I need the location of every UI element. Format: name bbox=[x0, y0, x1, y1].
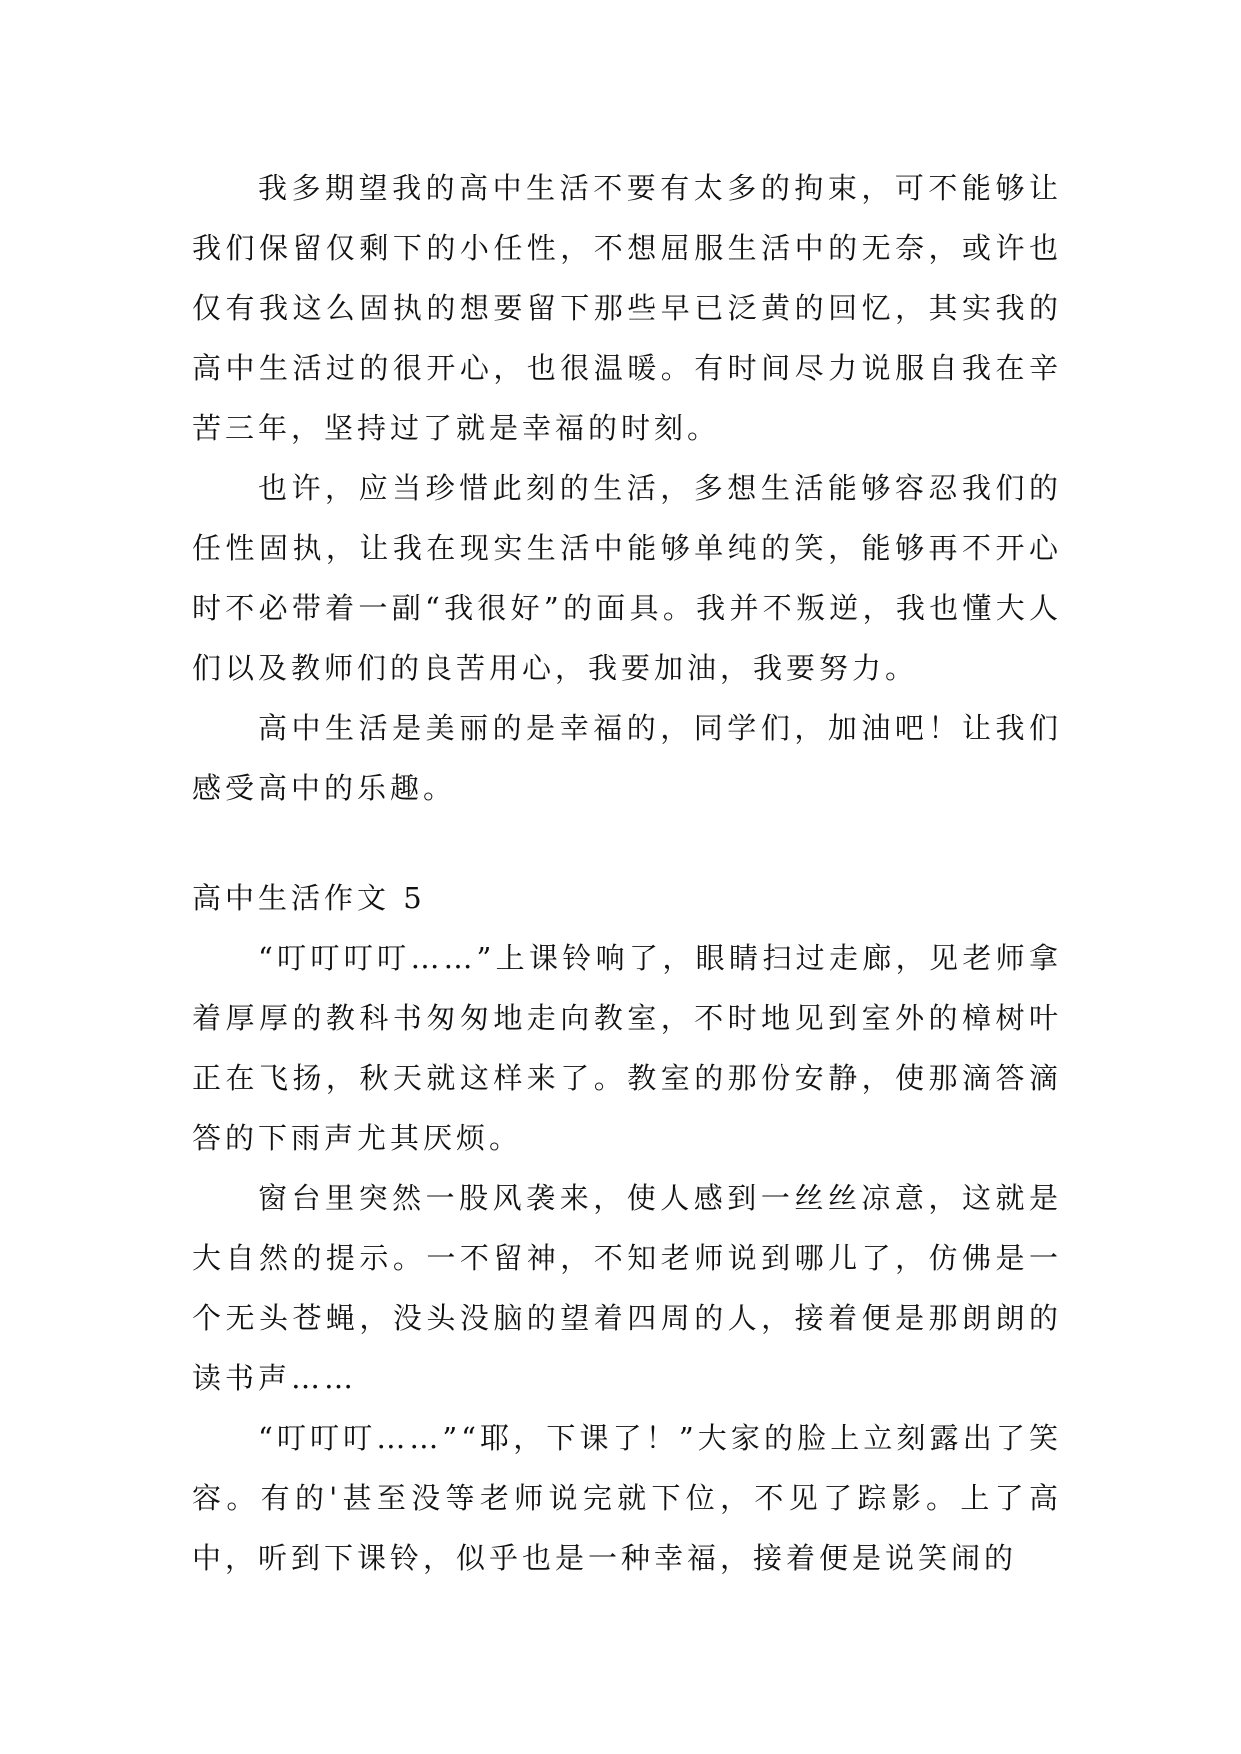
paragraph: 也许，应当珍惜此刻的生活，多想生活能够容忍我们的任性固执，让我在现实生活中能够单纯的笑，能够再不开心时不必带着一副“我很好”的面具。我并不叛逆，我也懂大人们以及教师们的良苦用心，我要加油，我要努力。 bbox=[192, 471, 1062, 685]
document-body bbox=[192, 158, 1062, 1588]
paragraph: 我多期望我的高中生活不要有太多的拘束，可不能够让我们保留仅剩下的小任性，不想屈服生活中的无奈，或许也仅有我这么固执的想要留下那些早已泛黄的回忆，其实我的高中生活过的很开心，也很温暖。有时间尽力说服自我在辛苦三年，坚持过了就是幸福的时刻。 bbox=[192, 171, 1062, 445]
paragraph: 窗台里突然一股风袭来，使人感到一丝丝凉意，这就是大自然的提示。一不留神，不知老师说到哪儿了，仿佛是一个无头苍蝇，没头没脑的望着四周的人，接着便是那朗朗的读书声…… bbox=[192, 1181, 1062, 1395]
paragraph: 高中生活是美丽的是幸福的，同学们，加油吧！让我们感受高中的乐趣。 bbox=[192, 711, 1062, 805]
paragraph: “叮叮叮叮……”上课铃响了，眼睛扫过走廊，见老师拿着厚厚的教科书匆匆地走向教室，不时地见到室外的樟树叶正在飞扬，秋天就这样来了。教室的那份安静，使那滴答滴答的下雨声尤其厌烦。 bbox=[192, 941, 1062, 1155]
section-title: 高中生活作文 5 bbox=[192, 881, 426, 915]
paragraph: “叮叮叮……”“耶，下课了！”大家的脸上立刻露出了笑容。有的'甚至没等老师说完就下位，不见了踪影。上了高中，听到下课铃，似乎也是一种幸福，接着便是说笑闹的 bbox=[192, 1421, 1062, 1575]
